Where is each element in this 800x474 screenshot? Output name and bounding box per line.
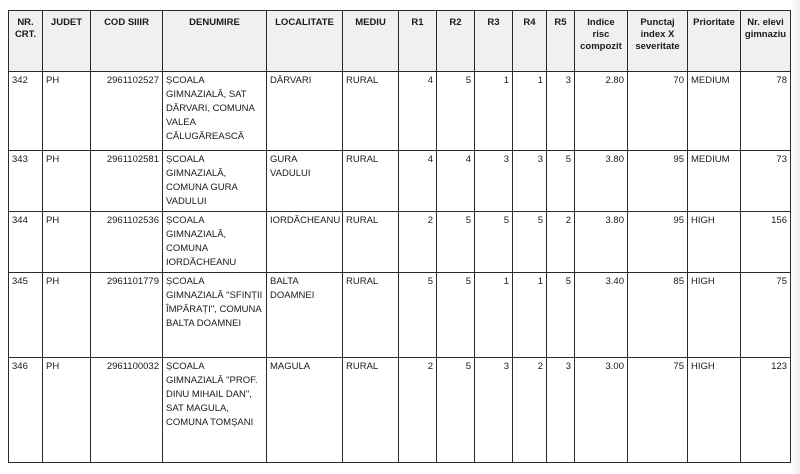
- cell-r3: 5: [475, 212, 513, 273]
- cell-elevi: 123: [741, 358, 791, 463]
- cell-cod: 2961101779: [91, 273, 163, 358]
- cell-r3: 1: [475, 273, 513, 358]
- cell-localitate: MAGULA: [267, 358, 343, 463]
- cell-r4: 1: [513, 273, 547, 358]
- header-indice-risc: Indice risc compozit: [575, 11, 628, 72]
- cell-r2: 5: [437, 72, 475, 151]
- cell-denumire: ȘCOALA GIMNAZIALĂ, COMUNA IORDĂCHEANU: [163, 212, 267, 273]
- cell-r5: 5: [547, 273, 575, 358]
- page-edge-shadow: [790, 0, 800, 474]
- header-r1: R1: [399, 11, 437, 72]
- cell-nr: 342: [9, 72, 43, 151]
- cell-prioritate: HIGH: [688, 273, 741, 358]
- cell-punctaj: 85: [628, 273, 688, 358]
- cell-denumire: ȘCOALA GIMNAZIALĂ, SAT DĂRVARI, COMUNA VALEA CĂLUGĂREASCĂ: [163, 72, 267, 151]
- cell-r2: 5: [437, 358, 475, 463]
- cell-punctaj: 95: [628, 151, 688, 212]
- cell-cod: 2961102581: [91, 151, 163, 212]
- cell-localitate: BALTA DOAMNEI: [267, 273, 343, 358]
- header-nr-crt: NR. CRT.: [9, 11, 43, 72]
- cell-r4: 5: [513, 212, 547, 273]
- cell-r5: 3: [547, 72, 575, 151]
- cell-judet: PH: [43, 273, 91, 358]
- cell-localitate: IORDĂCHEANU: [267, 212, 343, 273]
- cell-prioritate: MEDIUM: [688, 151, 741, 212]
- cell-r3: 3: [475, 151, 513, 212]
- cell-prioritate: HIGH: [688, 358, 741, 463]
- header-localitate: LOCALITATE: [267, 11, 343, 72]
- cell-denumire: ȘCOALA GIMNAZIALĂ, COMUNA GURA VADULUI: [163, 151, 267, 212]
- cell-r2: 5: [437, 273, 475, 358]
- cell-punctaj: 70: [628, 72, 688, 151]
- cell-mediu: RURAL: [343, 151, 399, 212]
- cell-punctaj: 95: [628, 212, 688, 273]
- header-cod-siiir: COD SIIIR: [91, 11, 163, 72]
- table-row: [9, 273, 791, 358]
- cell-judet: PH: [43, 358, 91, 463]
- cell-nr: 343: [9, 151, 43, 212]
- table-row: [9, 72, 791, 151]
- header-mediu: MEDIU: [343, 11, 399, 72]
- cell-r1: 5: [399, 273, 437, 358]
- scanned-document: [8, 10, 790, 466]
- cell-mediu: RURAL: [343, 273, 399, 358]
- cell-elevi: 156: [741, 212, 791, 273]
- header-denumire: DENUMIRE: [163, 11, 267, 72]
- cell-cod: 2961102527: [91, 72, 163, 151]
- header-row: [9, 11, 791, 72]
- cell-r3: 1: [475, 72, 513, 151]
- cell-elevi: 73: [741, 151, 791, 212]
- cell-r3: 3: [475, 358, 513, 463]
- cell-indice: 3.00: [575, 358, 628, 463]
- header-r3: R3: [475, 11, 513, 72]
- cell-cod: 2961102536: [91, 212, 163, 273]
- cell-nr: 345: [9, 273, 43, 358]
- cell-r1: 4: [399, 151, 437, 212]
- cell-indice: 3.40: [575, 273, 628, 358]
- cell-localitate: DĂRVARI: [267, 72, 343, 151]
- cell-r4: 2: [513, 358, 547, 463]
- header-nr-elevi: Nr. elevi gimnaziu: [741, 11, 791, 72]
- cell-r5: 2: [547, 212, 575, 273]
- table-row: [9, 212, 791, 273]
- header-r5: R5: [547, 11, 575, 72]
- cell-r4: 1: [513, 72, 547, 151]
- cell-r2: 4: [437, 151, 475, 212]
- cell-r4: 3: [513, 151, 547, 212]
- header-r2: R2: [437, 11, 475, 72]
- header-punctaj: Punctaj index X severitate: [628, 11, 688, 72]
- cell-punctaj: 75: [628, 358, 688, 463]
- cell-indice: 2.80: [575, 72, 628, 151]
- cell-denumire: ȘCOALA GIMNAZIALĂ "SFINȚII ÎMPĂRAȚI", COMUNA BALTA DOAMNEI: [163, 273, 267, 358]
- cell-prioritate: MEDIUM: [688, 72, 741, 151]
- cell-cod: 2961100032: [91, 358, 163, 463]
- cell-prioritate: HIGH: [688, 212, 741, 273]
- cell-r5: 3: [547, 358, 575, 463]
- table-row: [9, 358, 791, 463]
- cell-mediu: RURAL: [343, 72, 399, 151]
- cell-nr: 346: [9, 358, 43, 463]
- cell-r1: 4: [399, 72, 437, 151]
- cell-judet: PH: [43, 151, 91, 212]
- cell-mediu: RURAL: [343, 358, 399, 463]
- cell-judet: PH: [43, 72, 91, 151]
- cell-indice: 3.80: [575, 212, 628, 273]
- cell-nr: 344: [9, 212, 43, 273]
- cell-localitate: GURA VADULUI: [267, 151, 343, 212]
- cell-elevi: 78: [741, 72, 791, 151]
- cell-r1: 2: [399, 358, 437, 463]
- cell-r5: 5: [547, 151, 575, 212]
- cell-indice: 3.80: [575, 151, 628, 212]
- school-risk-table: [8, 10, 791, 463]
- header-r4: R4: [513, 11, 547, 72]
- header-judet: JUDET: [43, 11, 91, 72]
- header-prioritate: Prioritate: [688, 11, 741, 72]
- table-row: [9, 151, 791, 212]
- cell-mediu: RURAL: [343, 212, 399, 273]
- cell-r2: 5: [437, 212, 475, 273]
- cell-judet: PH: [43, 212, 91, 273]
- cell-denumire: ȘCOALA GIMNAZIALĂ "PROF. DINU MIHAIL DAN", SAT MAGULA, COMUNA TOMȘANI: [163, 358, 267, 463]
- cell-elevi: 75: [741, 273, 791, 358]
- cell-r1: 2: [399, 212, 437, 273]
